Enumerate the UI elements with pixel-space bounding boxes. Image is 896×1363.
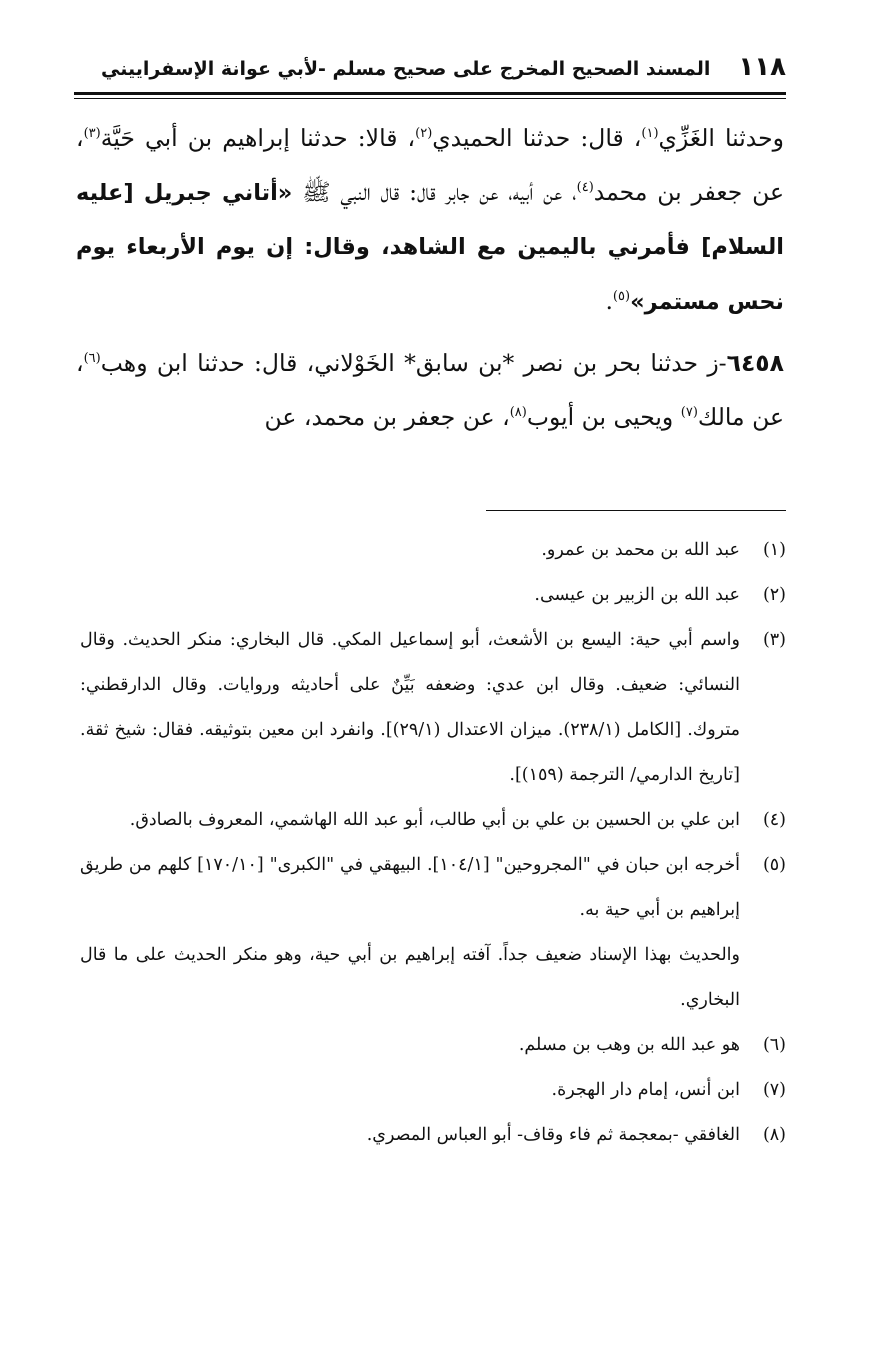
- footnote-number: (٥): [762, 855, 786, 875]
- page-header: [74, 52, 786, 82]
- text-run: ، قالا: حدثنا إبراهيم بن أبي حَيَّة: [100, 124, 416, 152]
- footnote-ref-1[interactable]: (١): [641, 126, 659, 142]
- text-run: ويحيى بن أيوب: [526, 402, 681, 431]
- footnote-separator: [486, 510, 786, 511]
- footnote-text: الغافقي -بمعجمة ثم فاء وقاف- أبو العباس المصري.: [366, 1125, 740, 1145]
- header-rule-thin: [74, 98, 786, 99]
- footnote-ref-3[interactable]: (٣): [83, 126, 101, 142]
- text-run: .: [605, 286, 613, 315]
- footnote-text: هو عبد الله بن وهب بن مسلم.: [518, 1035, 740, 1055]
- footnote-text: عبد الله بن محمد بن عمرو.: [541, 540, 740, 560]
- footnote-ref-4[interactable]: (٤): [576, 179, 594, 195]
- footnote-text: ابن علي بن الحسين بن علي بن أبي طالب، أبو عبد الله الهاشمي، المعروف بالصادق.: [129, 810, 740, 830]
- hadith-number: ٦٤٥٨: [726, 349, 784, 377]
- footnote-text: أخرجه ابن حبان في "المجروحين" [١٠٤/١]. البيهقي في "الكبرى" [١٧٠/١٠] كلهم من طريق إبراهيم بن أبي حية به.: [80, 855, 741, 920]
- text-run: -ز حدثنا بحر بن نصر *بن سابق* الخَوْلاني، قال: حدثنا ابن وهب: [100, 349, 727, 377]
- footnote-6: [80, 1023, 786, 1068]
- text-run: ، عن مالك: [76, 349, 784, 431]
- footnote-ref-6[interactable]: (٦): [83, 351, 101, 367]
- footnote-number: (٣): [762, 630, 786, 650]
- footnote-ref-7[interactable]: (٧): [680, 404, 698, 420]
- running-title: المسند الصحيح المخرج على صحيح مسلم -لأبي عوانة الإسفراييني: [101, 58, 711, 80]
- footnote-4: [80, 798, 786, 843]
- footnote-ref-8[interactable]: (٨): [509, 404, 527, 420]
- footnote-ref-5[interactable]: (٥): [612, 288, 631, 304]
- footnote-3: [80, 618, 786, 798]
- hadith-paragraph-1: [76, 112, 784, 329]
- footnote-number: (٢): [762, 585, 786, 605]
- footnote-ref-2[interactable]: (٢): [415, 126, 433, 142]
- page-number: ١١٨: [738, 52, 786, 82]
- footnote-number: (٧): [762, 1080, 786, 1100]
- text-run: ، عن جعفر بن محمد: [76, 124, 784, 206]
- footnote-number: (٦): [762, 1035, 786, 1055]
- footnote-5-continuation: والحديث بهذا الإسناد ضعيف جداً. آفته إبراهيم بن أبي حية، وهو منكر الحديث على ما قال البخاري.: [80, 945, 740, 1010]
- footnotes: [80, 528, 786, 1158]
- text-run: ، عن جعفر بن محمد، عن: [264, 402, 510, 431]
- footnote-number: (١): [762, 540, 786, 560]
- footnote-number: (٤): [762, 810, 786, 830]
- footnote-2: [80, 573, 786, 618]
- footnote-number: (٨): [762, 1125, 786, 1145]
- footnote-1: [80, 528, 786, 573]
- header-rule: [74, 92, 786, 95]
- footnote-5: [80, 843, 786, 933]
- footnote-text: واسم أبي حية: اليسع بن الأشعث، أبو إسماعيل المكي. قال البخاري: منكر الحديث. وقال النسائي: ضعيف. وقال ابن عدي: وضعفه بَيِّنٌ على أحاديثه وروايات. وقال الدارقطني: متروك. [الكامل (٢٣٨/١). ميزان الاعتدال (٢٩/١)]. وانفرد ابن معين بتوثيقه. فقال: شيخ ثقة. [تاريخ الدارمي/ الترجمة (١٥٩)].: [80, 630, 740, 785]
- text-run: ، قال: حدثنا الحميدي: [432, 124, 642, 152]
- hadith-paragraph-2: [76, 337, 784, 444]
- hadith-quote: «أتاني جبريل [عليه السلام] فأمرني باليمين مع الشاهد، وقال: إن يوم الأربعاء يوم نحس مستمر»: [76, 179, 784, 315]
- footnote-7: [80, 1068, 786, 1113]
- footnote-text: ابن أنس، إمام دار الهجرة.: [551, 1080, 740, 1100]
- text-run: وحدثنا الغَزِّي: [658, 124, 785, 152]
- main-text: [76, 112, 784, 444]
- text-run: ، عن أبيه، عن جابر قال: قال النبي ﷺ: [302, 177, 577, 206]
- footnote-8: [80, 1113, 786, 1158]
- footnote-text: عبد الله بن الزبير بن عيسى.: [534, 585, 740, 605]
